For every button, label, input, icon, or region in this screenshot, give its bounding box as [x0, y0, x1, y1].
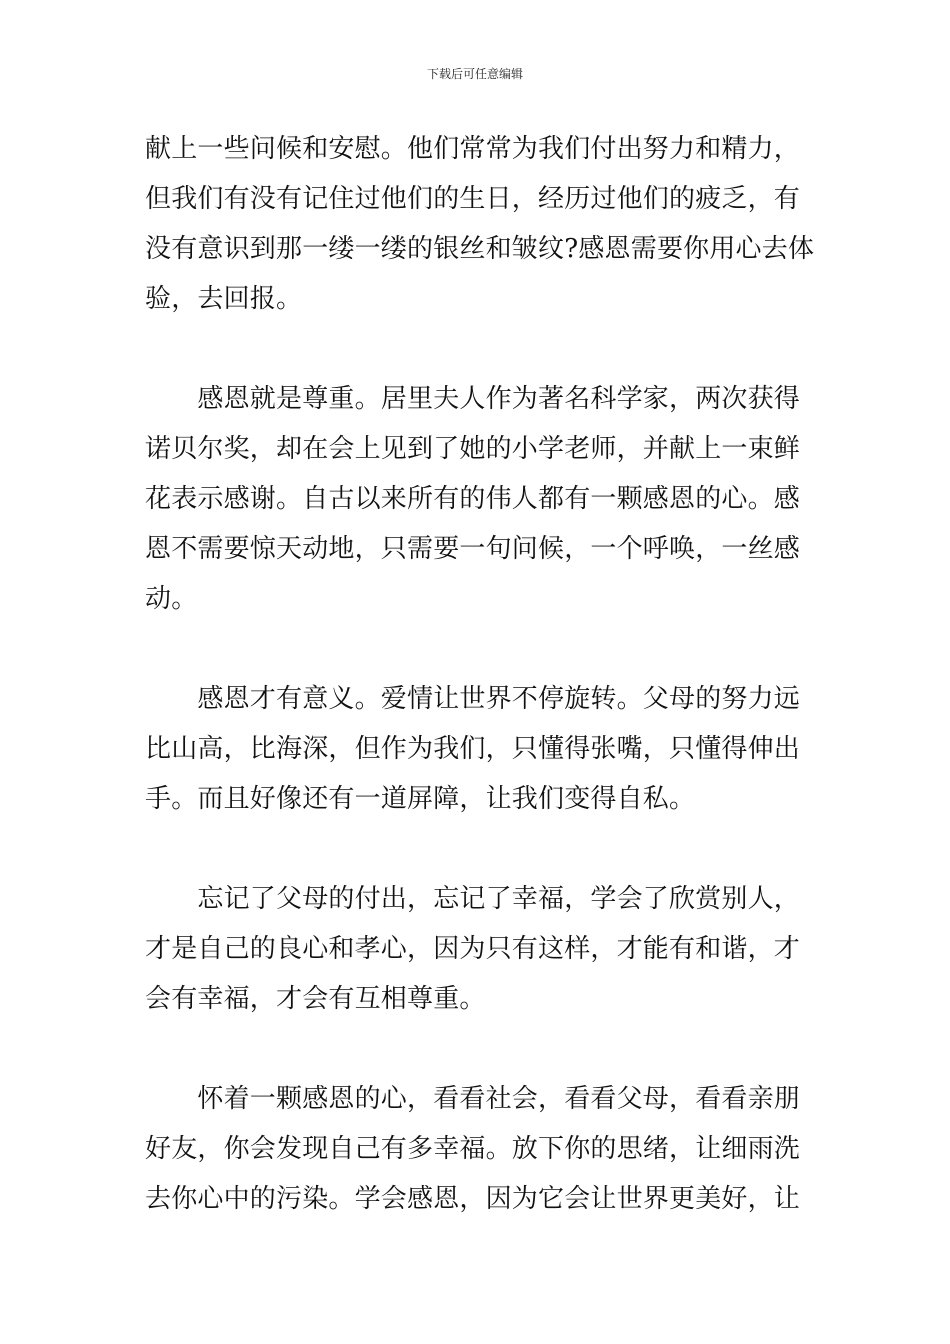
paragraph-1 [145, 124, 815, 324]
text-line: 感恩就是尊重。居里夫人作为著名科学家，两次获得 [145, 384, 801, 414]
document-body [145, 124, 815, 1224]
paragraph-4 [145, 874, 810, 1024]
text-line: 怀着一颗感恩的心，看看社会，看看父母，看看亲朋 [145, 1084, 801, 1114]
text-line: 感恩才有意义。爱情让世界不停旋转。父母的努力远 [145, 684, 801, 714]
text-line: 献上一些问候和安慰。他们常常为我们付出努力和精力， [145, 134, 801, 164]
paragraph-2 [145, 374, 810, 624]
paragraph-spacer [145, 824, 810, 874]
text-line: 才是自己的良心和孝心，因为只有这样，才能有和谐，才 [145, 934, 801, 964]
text-line: 验，去回报。 [145, 284, 303, 314]
text-line: 花表示感谢。自古以来所有的伟人都有一颗感恩的心。感 [145, 484, 801, 514]
text-line: 诺贝尔奖，却在会上见到了她的小学老师，并献上一束鲜 [145, 434, 801, 464]
text-line: 忘记了父母的付出，忘记了幸福，学会了欣赏别人， [145, 884, 801, 914]
paragraph-spacer [145, 324, 810, 374]
text-line: 会有幸福，才会有互相尊重。 [145, 984, 486, 1014]
paragraph-spacer [145, 1024, 810, 1074]
text-line: 但我们有没有记住过他们的生日，经历过他们的疲乏，有 [145, 184, 801, 214]
paragraph-spacer [145, 624, 810, 674]
paragraph-3 [145, 674, 810, 824]
text-line: 恩不需要惊天动地，只需要一句问候，一个呼唤，一丝感 [145, 534, 801, 564]
text-line: 没有意识到那一缕一缕的银丝和皱纹?感恩需要你用心去体 [145, 234, 815, 264]
page-header-note: 下载后可任意编辑 [426, 67, 523, 81]
text-line: 好友，你会发现自己有多幸福。放下你的思绪，让细雨洗 [145, 1134, 801, 1164]
text-line: 比山高，比海深，但作为我们，只懂得张嘴，只懂得伸出 [145, 734, 801, 764]
text-line: 动。 [145, 584, 198, 614]
text-line: 手。而且好像还有一道屏障，让我们变得自私。 [145, 784, 696, 814]
text-line: 去你心中的污染。学会感恩，因为它会让世界更美好，让 [145, 1184, 801, 1214]
paragraph-5 [145, 1074, 810, 1224]
